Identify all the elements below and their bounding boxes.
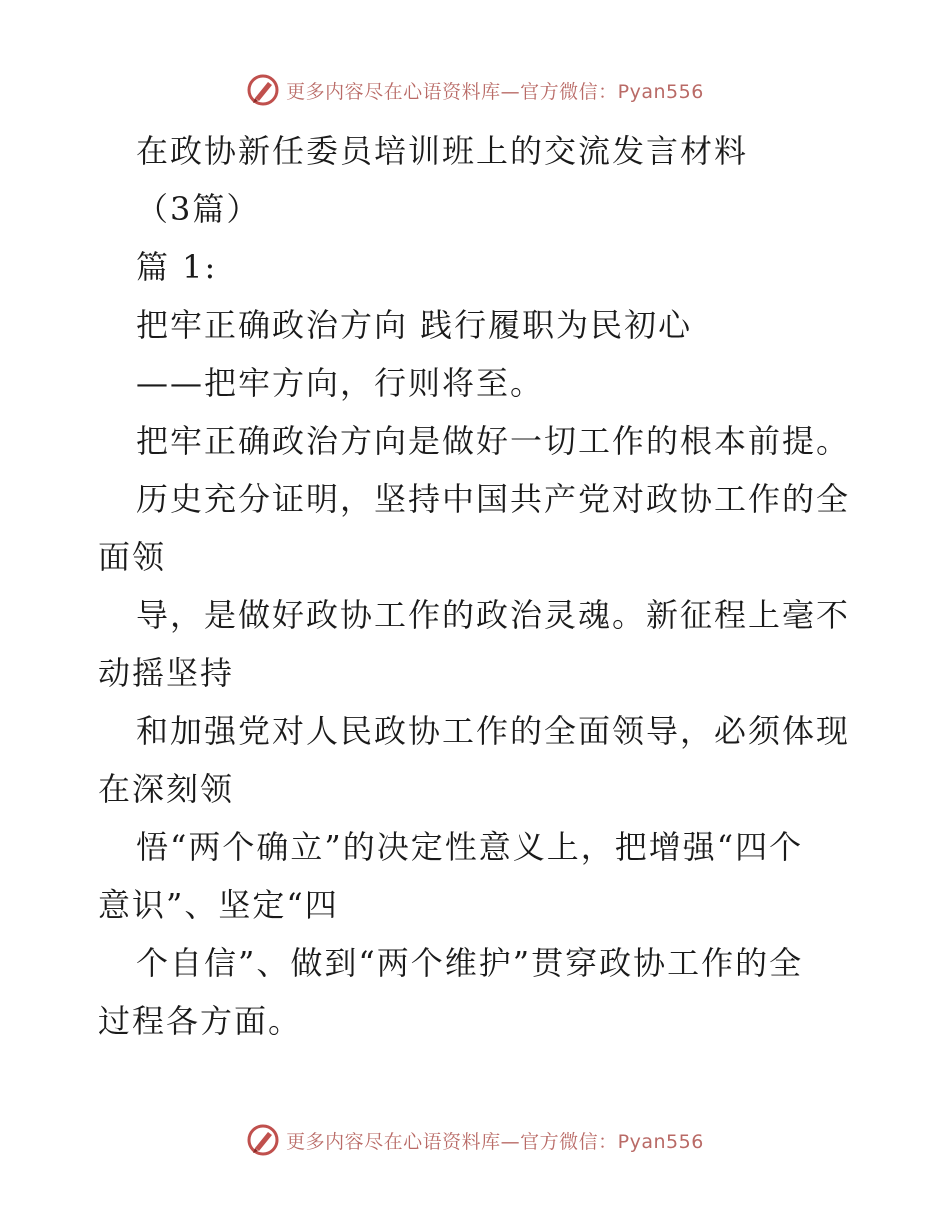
text-line: 过程各方面。	[98, 1002, 303, 1040]
text-line: （3篇）	[136, 190, 261, 228]
text-line: 导，是做好政协工作的政治灵魂。新征程上毫不	[136, 596, 851, 634]
text-line: 和加强党对人民政协工作的全面领导，必须体现	[136, 712, 851, 750]
text-line: 篇 1:	[136, 248, 218, 286]
text-line: 悟“两个确立”的决定性意义上，把增强“四个	[136, 828, 804, 866]
text-line: 面领	[98, 538, 167, 576]
text-line: 把牢正确政治方向是做好一切工作的根本前提。	[136, 422, 851, 460]
header-banner-text: 更多内容尽在心语资料库—官方微信：Pyan556	[286, 80, 704, 103]
pen-logo-icon	[246, 73, 280, 107]
document-body	[98, 122, 858, 1050]
text-line: 历史充分证明，坚持中国共产党对政协工作的全	[136, 480, 851, 518]
text-line: 个自信”、做到“两个维护”贯穿政协工作的全	[136, 944, 804, 982]
text-line: 在政协新任委员培训班上的交流发言材料	[136, 132, 749, 170]
footer-banner	[0, 1120, 950, 1160]
footer-banner-text: 更多内容尽在心语资料库—官方微信：Pyan556	[286, 1130, 704, 1153]
header-banner	[0, 70, 950, 110]
text-line: 把牢正确政治方向 践行履职为民初心	[136, 306, 693, 344]
text-line: 在深刻领	[98, 770, 235, 808]
text-line: 意识”、坚定“四	[98, 886, 339, 924]
text-line: ——把牢方向，行则将至。	[136, 364, 545, 402]
pen-logo-icon	[246, 1123, 280, 1157]
text-line: 动摇坚持	[98, 654, 235, 692]
